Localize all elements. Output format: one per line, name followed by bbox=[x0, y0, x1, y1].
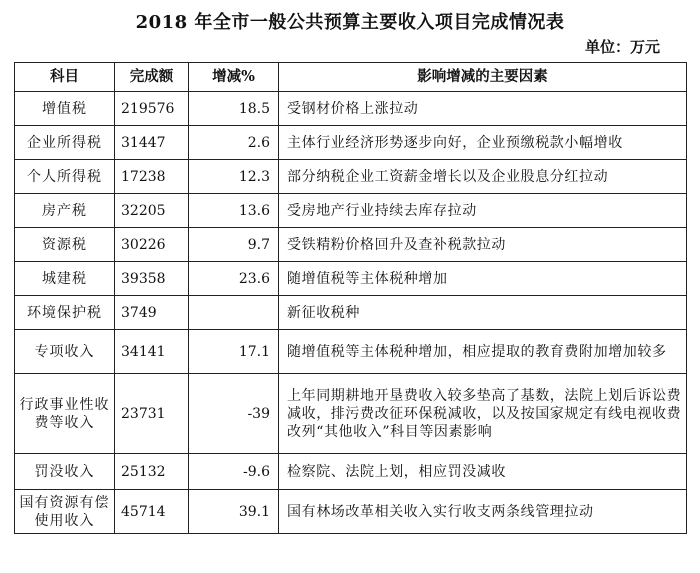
cell-change bbox=[189, 296, 279, 330]
table-row bbox=[15, 194, 687, 228]
cell-change: 2.6 bbox=[189, 126, 279, 160]
cell-change: 23.6 bbox=[189, 262, 279, 296]
table-row bbox=[15, 262, 687, 296]
header-change: 增减% bbox=[189, 63, 279, 92]
cell-change: -39 bbox=[189, 374, 279, 454]
cell-change: 12.3 bbox=[189, 160, 279, 194]
cell-subject: 国有资源有偿使用收入 bbox=[15, 490, 115, 534]
cell-reason: 主体行业经济形势逐步向好，企业预缴税款小幅增收 bbox=[279, 126, 687, 160]
cell-reason: 随增值税等主体税种增加，相应提取的教育费附加增加较多 bbox=[279, 330, 687, 374]
cell-reason: 国有林场改革相关收入实行收支两条线管理拉动 bbox=[279, 490, 687, 534]
cell-amount: 3749 bbox=[115, 296, 189, 330]
header-amount: 完成额 bbox=[115, 63, 189, 92]
cell-subject: 房产税 bbox=[15, 194, 115, 228]
table-row bbox=[15, 330, 687, 374]
revenue-table bbox=[14, 62, 687, 534]
cell-subject: 环境保护税 bbox=[15, 296, 115, 330]
cell-reason: 受房地产行业持续去库存拉动 bbox=[279, 194, 687, 228]
cell-subject: 个人所得税 bbox=[15, 160, 115, 194]
table-row bbox=[15, 126, 687, 160]
cell-amount: 32205 bbox=[115, 194, 189, 228]
cell-amount: 25132 bbox=[115, 454, 189, 490]
cell-reason: 受铁精粉价格回升及查补税款拉动 bbox=[279, 228, 687, 262]
cell-amount: 23731 bbox=[115, 374, 189, 454]
cell-subject: 行政事业性收费等收入 bbox=[15, 374, 115, 454]
cell-subject: 企业所得税 bbox=[15, 126, 115, 160]
table-row bbox=[15, 92, 687, 126]
table-row bbox=[15, 228, 687, 262]
cell-amount: 45714 bbox=[115, 490, 189, 534]
cell-reason: 新征收税种 bbox=[279, 296, 687, 330]
header-reason: 影响增减的主要因素 bbox=[279, 63, 687, 92]
table-row bbox=[15, 160, 687, 194]
cell-reason: 上年同期耕地开垦费收入较多垫高了基数，法院上划后诉讼费减收，排污费改征环保税减收，以及按国家规定有线电视收费改列“其他收入”科目等因素影响 bbox=[279, 374, 687, 454]
table-row bbox=[15, 296, 687, 330]
cell-subject: 增值税 bbox=[15, 92, 115, 126]
cell-change: 18.5 bbox=[189, 92, 279, 126]
table-row bbox=[15, 454, 687, 490]
page-title: 2018 年全市一般公共预算主要收入项目完成情况表 bbox=[135, 12, 565, 33]
cell-change: 13.6 bbox=[189, 194, 279, 228]
cell-amount: 31447 bbox=[115, 126, 189, 160]
cell-subject: 罚没收入 bbox=[15, 454, 115, 490]
cell-reason: 受钢材价格上涨拉动 bbox=[279, 92, 687, 126]
cell-change: 39.1 bbox=[189, 490, 279, 534]
table-row bbox=[15, 374, 687, 454]
cell-subject: 城建税 bbox=[15, 262, 115, 296]
cell-amount: 219576 bbox=[115, 92, 189, 126]
cell-reason: 随增值税等主体税种增加 bbox=[279, 262, 687, 296]
cell-amount: 30226 bbox=[115, 228, 189, 262]
table-row bbox=[15, 490, 687, 534]
unit-label: 单位：万元 bbox=[584, 38, 660, 56]
cell-amount: 39358 bbox=[115, 262, 189, 296]
cell-subject: 专项收入 bbox=[15, 330, 115, 374]
table-header-row bbox=[15, 63, 687, 92]
cell-change: 9.7 bbox=[189, 228, 279, 262]
cell-amount: 17238 bbox=[115, 160, 189, 194]
cell-subject: 资源税 bbox=[15, 228, 115, 262]
header-subject: 科目 bbox=[15, 63, 115, 92]
cell-reason: 检察院、法院上划，相应罚没减收 bbox=[279, 454, 687, 490]
cell-change: -9.6 bbox=[189, 454, 279, 490]
cell-reason: 部分纳税企业工资薪金增长以及企业股息分红拉动 bbox=[279, 160, 687, 194]
cell-amount: 34141 bbox=[115, 330, 189, 374]
cell-change: 17.1 bbox=[189, 330, 279, 374]
